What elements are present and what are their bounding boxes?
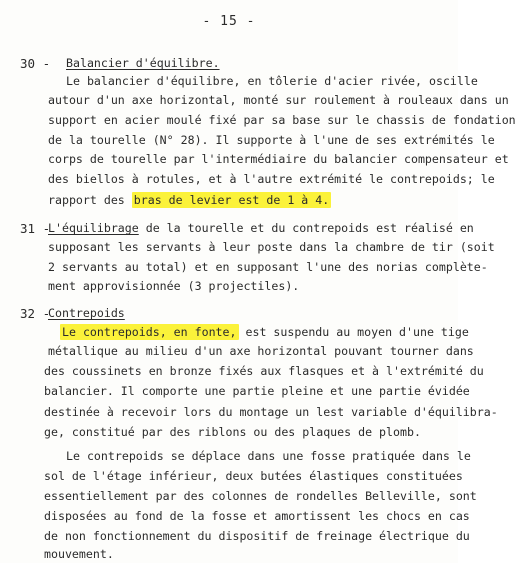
paragraph-line: sol de l'étage inférieur, deux butées élastiques constituées bbox=[44, 469, 463, 483]
paragraph-line: supposant les servants à leur poste dans la chambre de tir (soit bbox=[48, 240, 495, 254]
paragraph-line: de la tourelle (N° 28). Il supporte à l'une de ses extrémités le bbox=[48, 133, 495, 147]
paragraph-line-highlighted bbox=[60, 325, 469, 339]
section-number-32: 32 - bbox=[20, 306, 51, 321]
paragraph-line: destinée à recevoir lors du montage un lest variable d'équilibra- bbox=[44, 405, 498, 419]
paragraph-line-highlighted bbox=[48, 193, 331, 207]
section-number-31: 31 - bbox=[20, 221, 51, 236]
line-text: de la tourelle et du contrepoids est réalisé en bbox=[138, 221, 474, 235]
paragraph-line: Le contrepoids se déplace dans une fosse pratiquée dans le bbox=[66, 449, 471, 463]
section-number-30: 30 - bbox=[20, 56, 51, 71]
paragraph-line: support en acier moulé fixé par sa base sur le chassis de fondation bbox=[48, 113, 516, 127]
paragraph-line: ge, constitué par des riblons ou des plaques de plomb. bbox=[44, 425, 421, 439]
highlighted-text-lever-ratio: bras de levier est de 1 à 4. bbox=[133, 193, 330, 207]
page-number: - 15 - bbox=[202, 14, 256, 29]
paragraph-line bbox=[48, 221, 474, 235]
paragraph-line: disposées au fond de la fosse et amortissent les chocs en cas bbox=[44, 509, 470, 523]
paragraph-line: corps de tourelle par l'intermédiaire du balancier compensateur et bbox=[48, 152, 509, 166]
paragraph-line: balancier. Il comporte une partie pleine et une partie évidée bbox=[44, 384, 470, 398]
line-text: rapport des bbox=[48, 193, 132, 207]
paragraph-line: métallique au milieu d'un axe horizontal pouvant tourner dans bbox=[48, 344, 474, 358]
paragraph-line: des coussinets en bronze fixés aux flasques et à l'extrémité du bbox=[44, 364, 484, 378]
paragraph-line: Le balancier d'équilibre, en tôlerie d'acier rivée, oscille bbox=[66, 74, 478, 88]
paragraph-line: de non fonctionnement du dispositif de freinage électrique du bbox=[44, 529, 470, 543]
paragraph-line: autour d'un axe horizontal, monté sur roulement à rouleaux dans un bbox=[48, 93, 509, 107]
section-heading-balancier: Balancier d'équilibre. bbox=[66, 56, 220, 70]
section-heading-equilibrage: L'équilibrage bbox=[48, 221, 139, 235]
paragraph-line: des biellos à rotules, et à l'autre extrémité le contrepoids; le bbox=[48, 172, 495, 186]
paragraph-line: mouvement. bbox=[44, 547, 114, 561]
paragraph-line: ment approvisionnée (3 projectiles). bbox=[48, 279, 300, 293]
highlighted-text-contrepoids-fonte: Le contrepoids, en fonte, bbox=[62, 325, 237, 339]
paragraph-line: essentiellement par des colonnes de rondelles Belleville, sont bbox=[44, 489, 477, 503]
paragraph-line: 2 servants au total) et en supposant l'une des norias complète- bbox=[48, 260, 488, 274]
line-text: est suspendu au moyen d'une tige bbox=[238, 325, 469, 339]
section-heading-contrepoids: Contrepoids bbox=[48, 306, 125, 320]
